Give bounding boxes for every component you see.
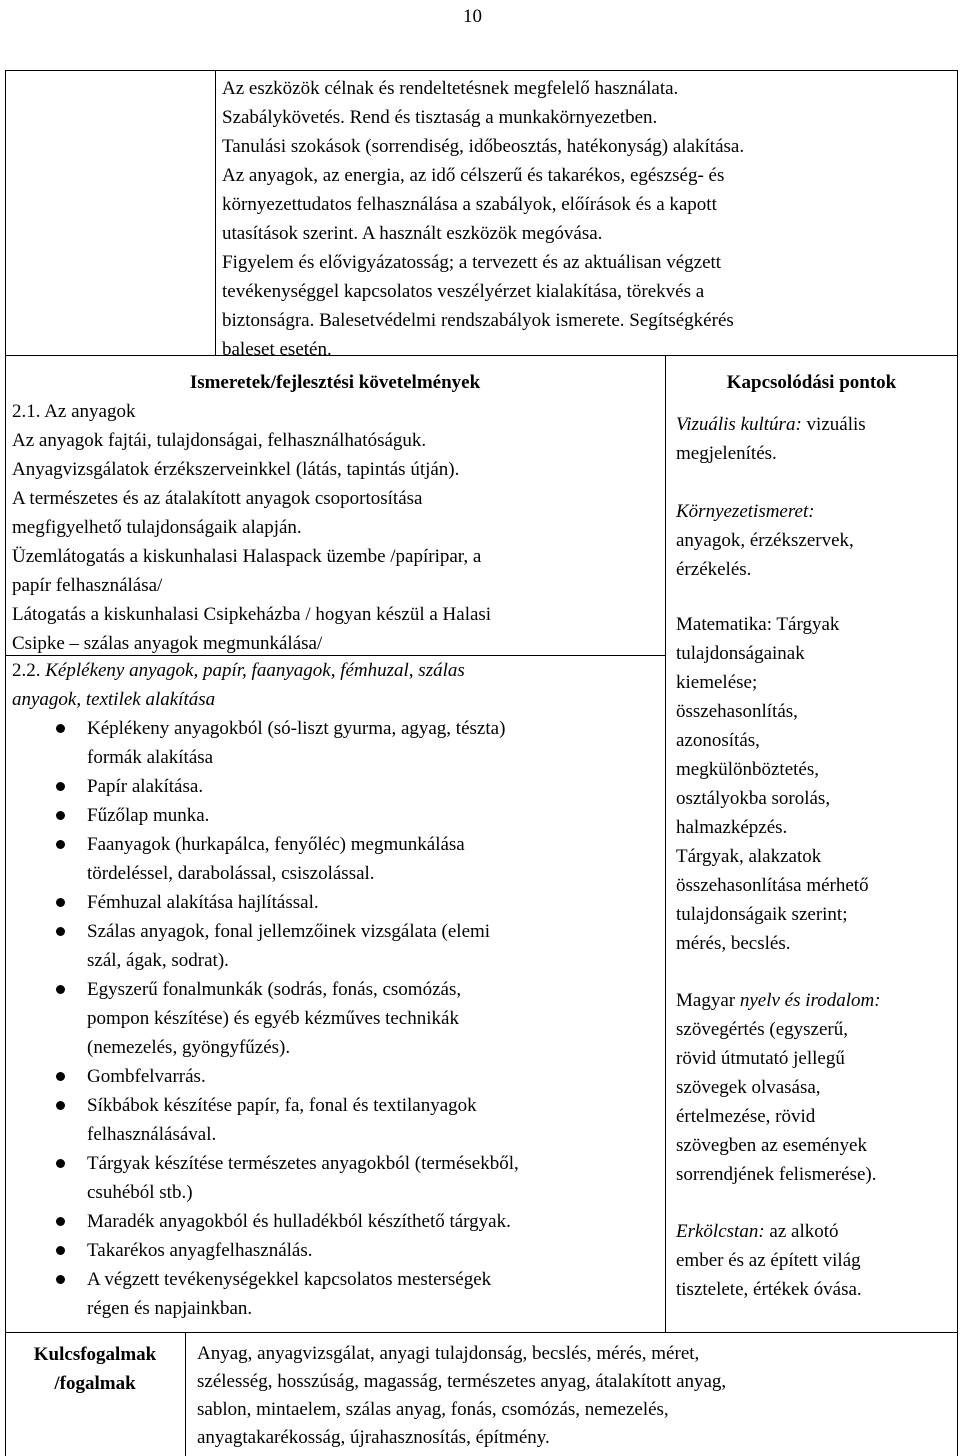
connections-header: Kapcsolódási pontok [726,372,897,393]
bullet-icon [56,840,65,849]
list-item [12,917,662,975]
table-border-left [5,70,6,1456]
bullet-icon [56,927,65,936]
keywords-line: sablon, mintaelem, szálas anyag, fonás, csomózás, nemezelés, [197,1399,669,1420]
erkolcs-line1 [676,1217,954,1246]
magyar-line: rövid útmutató jellegű [676,1048,845,1069]
section-2-1-title: 2.1. Az anyagok [12,401,136,422]
section-2-2-title-line2: anyagok, textilek alakítása [12,689,216,710]
bullet-icon [56,1217,65,1226]
kornyezet-label: Környezetismeret: [676,501,815,522]
list-item-line: Képlékeny anyagokból (só-liszt gyurma, agyag, tészta) [87,718,506,739]
matek-line: tulajdonságainak [676,643,805,664]
keywords-label-line1: Kulcsfogalmak [33,1344,157,1365]
vizualis-text: vizuális [801,414,866,435]
keywords-row-top-border [5,1332,958,1333]
bullet-icon [56,811,65,820]
kornyezet-line: anyagok, érzékszervek, [676,530,854,551]
list-item-line: Maradék anyagokból és hulladékból készíthető tárgyak. [87,1211,511,1232]
table-border-right [957,70,958,1456]
matek-line: megkülönböztetés, [676,759,819,780]
bullet-icon [56,985,65,994]
top-line: Az anyagok, az energia, az idő célszerű és takarékos, egészség- és [222,165,725,186]
bullet-icon [56,724,65,733]
list-item-line: Egyszerű fonalmunkák (sodrás, fonás, csomózás, [87,979,462,1000]
list-item [12,1062,662,1091]
matek-line: Matematika: Tárgyak [676,614,840,635]
list-item-line: tördeléssel, darabolással, csiszolással. [87,863,375,884]
magyar-block [676,986,954,1189]
top-line: baleset esetén. [222,339,332,360]
keywords-label [5,1340,185,1398]
section-2-2-title [12,656,662,685]
erkolcs-block [676,1217,954,1304]
matek-line: mérés, becslés. [676,933,791,954]
list-item [12,714,662,772]
section-2-1-line: megfigyelhető tulajdonságaik alapján. [12,517,302,538]
top-line: környezettudatos felhasználása a szabályok, előírások és a kapott [222,194,717,215]
list-item-line: csuhéból stb.) [87,1182,193,1203]
magyar-title [676,986,954,1015]
top-section-left-divider [215,70,216,355]
requirements-header: Ismeretek/fejlesztési követelmények [189,372,481,393]
list-item-line: Takarékos anyagfelhasználás. [87,1240,313,1261]
kornyezet-line: érzékelés. [676,559,752,580]
erkolcs-text: az alkotó [764,1221,839,1242]
list-item-line: Gombfelvarrás. [87,1066,206,1087]
list-item-line: pompon készítése) és egyéb kézműves technikák [87,1008,459,1029]
keywords-label-divider [185,1332,186,1456]
list-item-line: (nemezelés, gyöngyfűzés). [87,1037,291,1058]
list-item-line: szál, ágak, sodrat). [87,950,229,971]
matek-line: összehasonlítása mérhető [676,875,869,896]
keywords-line: Anyag, anyagvizsgálat, anyagi tulajdonság, becslés, mérés, méret, [197,1343,700,1364]
list-item [12,1207,662,1236]
bullet-icon [56,1246,65,1255]
matek-line: tulajdonságaik szerint; [676,904,848,925]
top-line: biztonságra. Balesetvédelmi rendszabályok ismerete. Segítségkérés [222,310,734,331]
list-item [12,801,662,830]
vizualis-line2: megjelenítés. [676,443,777,464]
matek-block [676,610,954,958]
bullet-icon [56,1101,65,1110]
list-item [12,888,662,917]
list-item [12,975,662,1062]
matek-line: összehasonlítás, [676,701,798,722]
top-line: utasítások szerint. A használt eszközök megóvása. [222,223,603,244]
magyar-line: szövegben az események [676,1135,867,1156]
column-divider [665,355,666,1332]
top-line: tevékenységgel kapcsolatos veszélyérzet kialakítása, törekvés a [222,281,705,302]
bullet-icon [56,1072,65,1081]
list-item-line: felhasználásával. [87,1124,217,1145]
matek-line: osztályokba sorolás, [676,788,831,809]
section-2-1 [12,397,662,658]
section-2-1-line: Látogatás a kiskunhalasi Csipkeházba / hogyan készül a Halasi [12,604,492,625]
matek-line: azonosítás, [676,730,760,751]
bullet-icon [56,898,65,907]
section-2-2-number: 2.2. [12,660,41,681]
bullet-icon [56,782,65,791]
list-item-line: formák alakítása [87,747,214,768]
bullet-icon [56,1275,65,1284]
page-number: 10 [463,6,482,27]
list-item [12,772,662,801]
section-2-1-line: Anyagvizsgálatok érzékszerveinkkel (látás, tapintás útján). [12,459,460,480]
list-item-line: Szálas anyagok, fonal jellemzőinek vizsgálata (elemi [87,921,491,942]
section-2-2 [12,656,662,1323]
list-item-line: régen és napjainkban. [87,1298,253,1319]
section-2-1-line: Az anyagok fajtái, tulajdonságai, felhasználhatóságuk. [12,430,427,451]
list-item [12,1149,662,1207]
section-2-1-line: papír felhasználása/ [12,575,163,596]
section-2-1-line: A természetes és az átalakított anyagok csoportosítása [12,488,423,509]
list-item-line: Faanyagok (hurkapálca, fenyőléc) megmunkálása [87,834,465,855]
vizualis-line1 [676,410,954,439]
top-line: Figyelem és elővigyázatosság; a tervezett és az aktuálisan végzett [222,252,722,273]
magyar-prefix: Magyar [676,990,740,1011]
matek-line: kiemelése; [676,672,758,693]
table-border-top [5,70,958,71]
list-item [12,1236,662,1265]
magyar-line: szövegértés (egyszerű, [676,1019,848,1040]
list-item [12,1265,662,1323]
erkolcs-line: ember és az épített világ [676,1250,861,1271]
matek-line: Tárgyak, alakzatok [676,846,822,867]
list-item-line: Fűzőlap munka. [87,805,210,826]
list-item [12,1091,662,1149]
list-item-line: Tárgyak készítése természetes anyagokból (termésekből, [87,1153,519,1174]
erkolcs-label: Erkölcstan: [676,1221,765,1242]
section-2-1-line: Csipke – szálas anyagok megmunkálása/ [12,633,323,654]
magyar-line: értelmezése, rövid [676,1106,816,1127]
keywords-label-line2: /fogalmak [54,1373,136,1394]
top-line: Az eszközök célnak és rendeltetésnek megfelelő használata. [222,78,679,99]
list-item-line: Fémhuzal alakítása hajlítással. [87,892,319,913]
keywords-line: anyagtakarékosság, újrahasznosítás, építmény. [197,1427,550,1448]
magyar-line: sorrendjének felismerése). [676,1164,877,1185]
top-line: Szabálykövetés. Rend és tisztaság a munkakörnyezetben. [222,107,658,128]
section-2-1-line: Üzemlátogatás a kiskunhalasi Halaspack üzembe /papíripar, a [12,546,482,567]
list-item-line: Papír alakítása. [87,776,204,797]
list-item-line: Síkbábok készítése papír, fa, fonal és textilanyagok [87,1095,477,1116]
list-item-line: A végzett tevékenységekkel kapcsolatos mesterségek [87,1269,492,1290]
keywords-line: szélesség, hosszúság, magasság, természetes anyag, átalakított anyag, [197,1371,727,1392]
matek-line: halmazképzés. [676,817,788,838]
magyar-label: nyelv és irodalom: [739,990,881,1011]
magyar-line: szövegek olvasása, [676,1077,821,1098]
top-section-text [222,74,952,364]
vizualis-label: Vizuális kultúra: [676,414,802,435]
list-item [12,830,662,888]
kornyezet-block [676,497,954,584]
top-line: Tanulási szokások (sorrendiség, időbeosztás, hatékonyság) alakítása. [222,136,745,157]
bullet-icon [56,1159,65,1168]
erkolcs-line: tisztelete, értékek óvása. [676,1279,862,1300]
section-2-2-title-line1: Képlékeny anyagok, papír, faanyagok, fémhuzal, szálas [45,660,465,681]
connections-column [676,410,954,1304]
vizualis-block [676,410,954,468]
section-2-2-bullet-list [12,714,662,1323]
keywords-text [197,1340,953,1452]
